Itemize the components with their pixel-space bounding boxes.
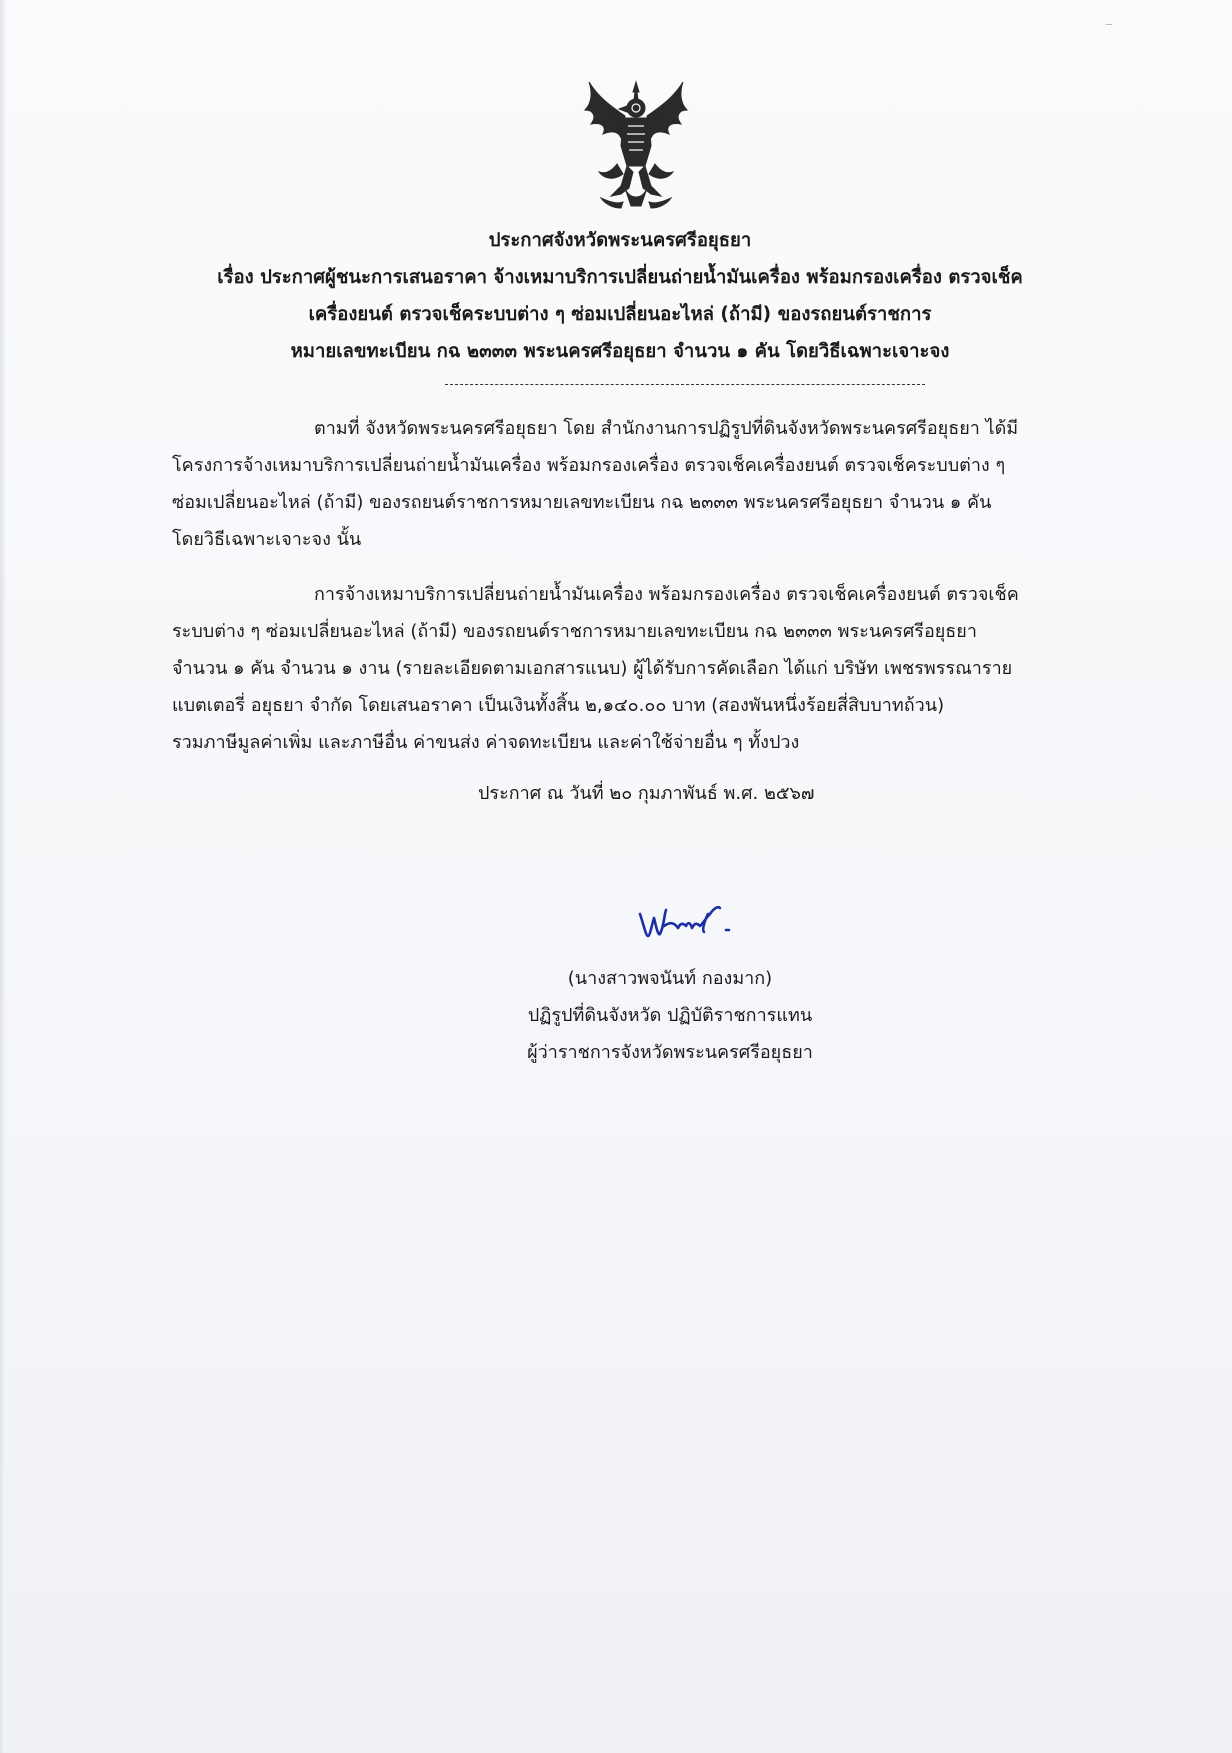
signatory-position-2: ผู้ว่าราชการจังหวัดพระนครศรีอยุธยา	[527, 1042, 813, 1063]
paragraph-1-line: ซ่อมเปลี่ยนอะไหล่ (ถ้ามี) ของรถยนต์ราชการหมายเลขทะเบียน กฉ ๒๓๓๓ พระนครศรีอยุธยา จำนวน ๑ คัน	[172, 492, 992, 513]
handwritten-signature	[634, 896, 764, 946]
signature-block	[470, 960, 870, 1071]
paragraph-1-line: โดยวิธีเฉพาะเจาะจง นั้น	[172, 529, 362, 550]
paragraph-2	[172, 576, 1116, 761]
scan-mark	[1106, 24, 1112, 25]
paragraph-2-line: แบตเตอรี่ อยุธยา จำกัด โดยเสนอราคา เป็นเงินทั้งสิ้น ๒,๑๔๐.๐๐ บาท (สองพันหนึ่งร้อยสี่สิบบาทถ้วน)	[172, 695, 945, 716]
header-subject-line-1: เรื่อง ประกาศผู้ชนะการเสนอราคา จ้างเหมาบริการเปลี่ยนถ่ายน้ำมันเครื่อง พร้อมกรองเครื่อง ตรวจเช็ค	[217, 267, 1023, 288]
header-separator	[445, 384, 925, 387]
paragraph-1-line: ตามที่ จังหวัดพระนครศรีอยุธยา โดย สำนักงานการปฏิรูปที่ดินจังหวัดพระนครศรีอยุธยา ได้มี	[314, 418, 1019, 439]
header-title: ประกาศจังหวัดพระนครศรีอยุธยา	[488, 230, 752, 251]
signatory-name: (นางสาวพจนันท์ กองมาก)	[567, 968, 773, 989]
announcement-date: ประกาศ ณ วันที่ ๒๐ กุมภาพันธ์ พ.ศ. ๒๕๖๗	[478, 783, 815, 804]
paragraph-2-line: รวมภาษีมูลค่าเพิ่ม และภาษีอื่น ค่าขนส่ง ค่าจดทะเบียน และค่าใช้จ่ายอื่น ๆ ทั้งปวง	[172, 732, 800, 753]
paragraph-2-line: การจ้างเหมาบริการเปลี่ยนถ่ายน้ำมันเครื่อง พร้อมกรองเครื่อง ตรวจเช็คเครื่องยนต์ ตรวจเช็ค	[314, 584, 1019, 605]
announcement-header	[120, 222, 1120, 370]
garuda-emblem-icon	[581, 76, 691, 214]
paragraph-1-line: โครงการจ้างเหมาบริการเปลี่ยนถ่ายน้ำมันเครื่อง พร้อมกรองเครื่อง ตรวจเช็คเครื่องยนต์ ตรวจเช็คระบบต่าง ๆ	[172, 455, 1006, 476]
paragraph-1	[172, 410, 1116, 558]
paragraph-2-line: จำนวน ๑ คัน จำนวน ๑ งาน (รายละเอียดตามเอกสารแนบ) ผู้ได้รับการคัดเลือก ได้แก่ บริษัท เพชรพรรณาราย	[172, 658, 1013, 679]
header-subject-line-3: หมายเลขทะเบียน กฉ ๒๓๓๓ พระนครศรีอยุธยา จำนวน ๑ คัน โดยวิธีเฉพาะเจาะจง	[290, 341, 950, 362]
signatory-position: ปฏิรูปที่ดินจังหวัด ปฏิบัติราชการแทน	[527, 1005, 813, 1026]
page-shadow-edge	[0, 0, 6, 1753]
header-subject-line-2: เครื่องยนต์ ตรวจเช็คระบบต่าง ๆ ซ่อมเปลี่ยนอะไหล่ (ถ้ามี) ของรถยนต์ราชการ	[308, 304, 932, 325]
paragraph-2-line: ระบบต่าง ๆ ซ่อมเปลี่ยนอะไหล่ (ถ้ามี) ของรถยนต์ราชการหมายเลขทะเบียน กฉ ๒๓๓๓ พระนครศรีอยุธยา	[172, 621, 977, 642]
